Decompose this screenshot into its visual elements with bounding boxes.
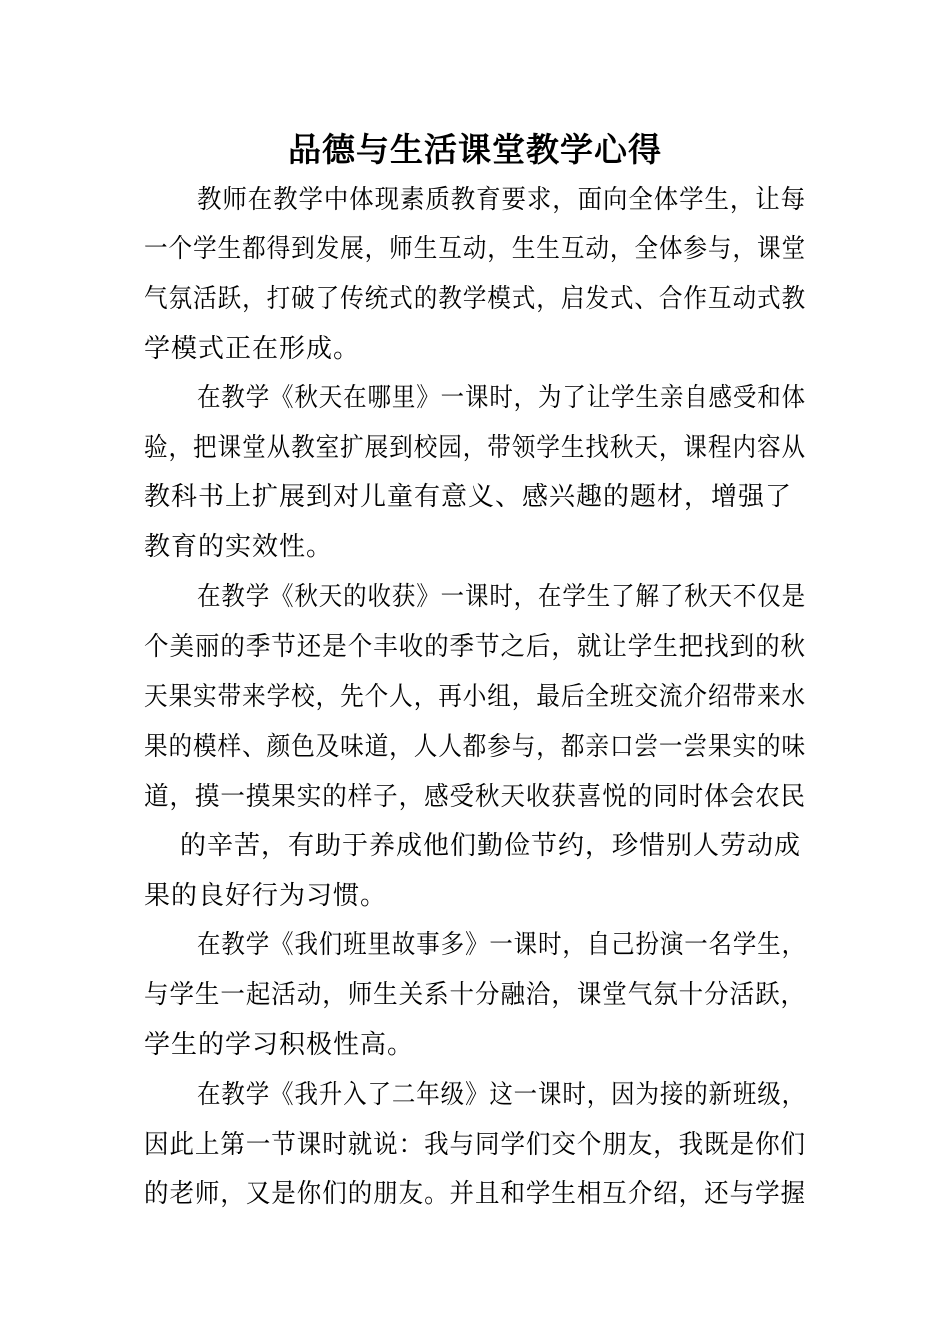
paragraph-line: 教科书上扩展到对儿童有意义、感兴趣的题材，增强了 [144, 482, 793, 512]
paragraph-line: 果的模样、颜色及味道，人人都参与，都亲口尝一尝果实的味 [144, 732, 807, 762]
paragraph-line: 与学生一起活动，师生关系十分融洽，课堂气氛十分活跃， [144, 980, 807, 1010]
paragraph-line: 在教学《秋天在哪里》一课时，为了让学生亲自感受和体 [197, 383, 806, 413]
paragraph-line: 因此上第一节课时就说：我与同学们交个朋友，我既是你们 [144, 1130, 807, 1160]
paragraph-line: 天果实带来学校，先个人，再小组，最后全班交流介绍带来水 [144, 682, 807, 712]
paragraph-line: 教师在教学中体现素质教育要求，面向全体学生，让每 [197, 185, 807, 215]
paragraph-line: 验，把课堂从教室扩展到校园，带领学生找秋天，课程内容从 [144, 433, 807, 463]
paragraph-line: 气氛活跃，打破了传统式的教学模式，启发式、合作互动式教 [144, 284, 807, 314]
paragraph-line: 学模式正在形成。 [144, 334, 361, 364]
paragraph-line: 在教学《我升入了二年级》这一课时，因为接的新班级， [197, 1080, 806, 1110]
paragraph-line: 的老师，又是你们的朋友。并且和学生相互介绍，还与学握 [144, 1179, 807, 1209]
paragraph-line: 在教学《秋天的收获》一课时，在学生了解了秋天不仅是 [197, 582, 806, 612]
document-title: 品德与生活课堂教学心得 [288, 130, 662, 169]
paragraph-line: 个美丽的季节还是个丰收的季节之后，就让学生把找到的秋 [144, 632, 807, 662]
paragraph-line: 的辛苦，有助于养成他们勤俭节约，珍惜别人劳动成 [180, 831, 802, 861]
paragraph-line: 教育的实效性。 [144, 532, 334, 562]
paragraph-line: 学生的学习积极性高。 [144, 1030, 415, 1060]
paragraph-line: 道，摸一摸果实的样子，感受秋天收获喜悦的同时体会农民 [144, 782, 807, 812]
paragraph-line: 果的良好行为习惯。 [144, 881, 388, 911]
paragraph-line: 一个学生都得到发展，师生互动，生生互动，全体参与，课堂 [144, 234, 807, 264]
paragraph-line: 在教学《我们班里故事多》一课时，自己扮演一名学生， [197, 930, 806, 960]
